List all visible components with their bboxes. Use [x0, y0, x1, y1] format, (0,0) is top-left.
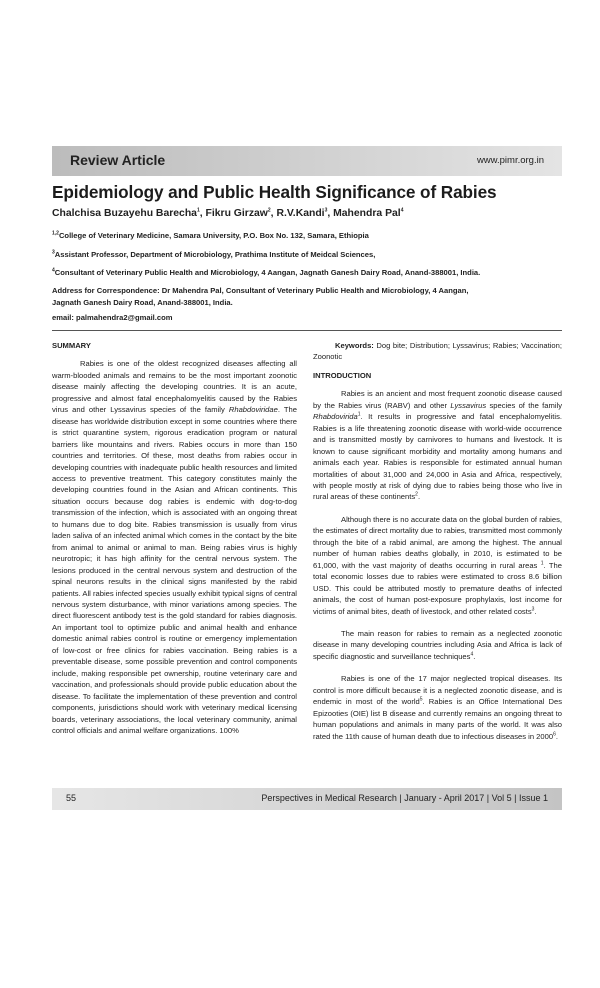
affiliation-text: College of Veterinary Medicine, Samara University, P.O. Box No. 132, Samara, Ethiopia	[58, 231, 369, 240]
summary-heading: SUMMARY	[52, 341, 91, 350]
citation-sup: 4	[470, 651, 474, 658]
citation-sup: 3	[531, 605, 535, 612]
summary-paragraph	[52, 358, 297, 736]
author-separator: ,	[270, 208, 277, 219]
citation-sup: 2	[415, 491, 418, 498]
affiliation-sup: 3	[52, 249, 55, 256]
author-name: Fikru Girzaw	[205, 208, 268, 219]
intro-text: . It results in progressive and fatal encephalomyelitis. Rabies is a life threatening zoonotic disease with world-wide occurrence and is transmitted mostly by carnivores to humans and livestock. It is known to cause significant morbidity and mortality among humans and animals each year. Rabies is responsible for estimated annual human mortalities of about 31,000 and 24,000 in Asia and Africa, respectively, with people mostly at risk of dying due to rabies being those who live in rural areas of these continents	[313, 412, 562, 502]
intro-text: Although there is no accurate data on the global burden of rabies, the estimates of direct mortality due to rabies, transmitted most commonly through the bite of a rabid animal, are among the highest. The annual number of human rabies deaths globally, in 2010, is estimated to be 61,000, with the vast majority of deaths occurring in rural areas	[313, 514, 562, 570]
paper-title: Epidemiology and Public Health Significance of Rabies	[52, 182, 497, 202]
intro-text: .	[534, 606, 537, 616]
intro-paragraph	[313, 388, 562, 503]
intro-text: Rabies is an ancient and most frequent zoonotic disease caused by the Rabies virus (RABV) and other	[313, 389, 562, 410]
citation-sup: 1	[357, 411, 361, 418]
introduction-heading: INTRODUCTION	[313, 370, 372, 380]
intro-text: The main reason for rabies to remain as a neglected zoonotic disease in many developing countries including Asia and Africa is lack of specific diagnostic and surveillance techniques	[313, 628, 562, 661]
affiliation-sup: 4	[52, 267, 55, 274]
intro-text: species of the family	[486, 400, 563, 410]
header-band	[52, 146, 562, 176]
intro-italic: Lyssavirus	[450, 400, 487, 410]
divider	[52, 330, 562, 331]
citation-sup: 5	[419, 696, 423, 703]
summary-text: . The disease has worldwide distribution except in some countries where there is strict quarantine system, rigorous eradication program or natural barriers like mountains and rivers. Rabies occurs in more than 150 countries and territories. Of these, most deaths from rabies occur in developing countries with inadequate public health resources and limited access to preventive treatment. This category constitutes mainly the developing countries found in the Asian and African continents. This situation occurs because dog rabies is endemic with dog-to-dog transmission of the infection, which is associated with an ongoing threat to humans due to dog bite. Rabies transmission is usually from virus laden saliva of an infected animal which comes in the contact by the bite from animal to animal or animal to man. Being rabies virus is highly neurotropic; it has high affinity for the central nervous system. The lesions produced in the central nervous system and destruction of the spinal neurons results in the clinical signs manifested by the rabid patients. All rabies infected species usually exhibit typical signs of central nervous system disturbance, with minor variations among species. The direct fluorescent antibody test is the gold standard for rabies diagnosis. An important tool to optimize public and animal health and enhance domestic animal rabies control is routine or emergency implementation of low-cost or free clinics for rabies vaccination. Being rabies is a preventable disease, some possible prevention and control components include, making responsible pet ownership, routine veterinary care and vaccination, and professionals should provide public education about the disease. To facilitate the implementation of these prevention and control components, jurisdictions should work with veterinary medical licensing boards, veterinary associations, the local veterinary community, animal control officials and animal welfare organizations. 100%	[52, 405, 297, 735]
summary-text: Rabies is one of the oldest recognized diseases affecting all warm-blooded animals and remains to be the most important zoonotic disease mainly affecting the developing countries. It is an acute, progressive and almost fatal encephalomyelitis caused by the Rabies virus and other Lyssavirus species of the family	[52, 359, 297, 415]
author-sup: 1	[196, 207, 200, 214]
affiliation-text: Assistant Professor, Department of Microbiology, Prathima Institute of Meidcal Sciences,	[54, 250, 376, 259]
page-number: 55	[66, 793, 77, 803]
journal-url[interactable]: www.pimr.org.in	[476, 155, 544, 166]
citation-sup: 6	[553, 731, 556, 738]
author-name: Chalchisa Buzayehu Barecha	[52, 208, 197, 219]
correspondence	[52, 285, 562, 308]
article-type-label: Review Article	[70, 152, 166, 168]
intro-paragraph	[313, 514, 562, 617]
journal-citation: Perspectives in Medical Research | January - April 2017 | Vol 5 | Issue 1	[261, 793, 548, 803]
intro-text: .	[473, 651, 476, 661]
footer-band	[52, 788, 562, 810]
correspondence-line: Jagnath Ganesh Dairy Road, Anand-388001, India.	[52, 297, 233, 307]
affiliation-1	[52, 230, 562, 242]
author-separator: ,	[199, 208, 206, 219]
affiliation-3	[52, 267, 562, 279]
author-separator: ,	[327, 208, 334, 219]
intro-paragraph	[313, 628, 562, 662]
author-name: R.V.Kandi	[276, 208, 325, 219]
affiliation-2	[52, 249, 562, 261]
intro-text: .	[417, 492, 421, 502]
keywords	[313, 340, 562, 363]
summary-italic: Rhabdoviridae	[228, 405, 278, 415]
keywords-text: Dog bite; Distribution; Lyssavirus; Rabies; Vaccination; Zoonotic	[313, 341, 562, 362]
intro-text: Rabies is one of the 17 major neglected tropical diseases. Its control is more difficult because it is a neglected zoonotic disease, and is endemic in most of the world	[313, 674, 562, 707]
summary-column	[52, 340, 297, 736]
author-name: Mahendra Pal	[333, 208, 401, 219]
introduction-column	[313, 340, 562, 742]
intro-text: . Rabies is an Office International Des Epizooties (OIE) list B disease and currently remains an ongoing threat to human populations and animals in many parts of the world. It was also rated the 11th cause of human death due to infectious diseases in 2000	[313, 697, 562, 741]
correspondence-email[interactable]: email: palmahendra2@gmail.com	[52, 313, 173, 322]
affiliation-text: Consultant of Veterinary Public Health and Microbiology, 4 Aangan, Jagnath Ganesh Dairy Road, Anand-388001, India.	[54, 268, 481, 277]
citation-sup: 1	[540, 560, 544, 567]
author-sup: 3	[324, 207, 328, 214]
intro-text: . The total economic losses due to rabies were estimated to cross 8.6 billion USD. This could be attributed mostly to premature deaths of infected animals, the cost of human post-exposure prophylaxis, lost income for victims of animal bites, death of livestock, and other related costs	[313, 560, 563, 616]
correspondence-line: Address for Correspondence: Dr Mahendra Pal, Consultant of Veterinary Public Health and Microbiology, 4 Aangan,	[52, 286, 469, 295]
intro-italic: Rhabdovirida	[313, 412, 358, 422]
affiliation-sup: 1,2	[52, 230, 59, 237]
keywords-label: Keywords:	[335, 341, 374, 350]
author-sup: 2	[267, 207, 271, 214]
author-list	[52, 208, 562, 219]
intro-paragraph	[313, 673, 562, 742]
intro-text: .	[555, 731, 558, 741]
author-sup: 4	[400, 207, 404, 214]
